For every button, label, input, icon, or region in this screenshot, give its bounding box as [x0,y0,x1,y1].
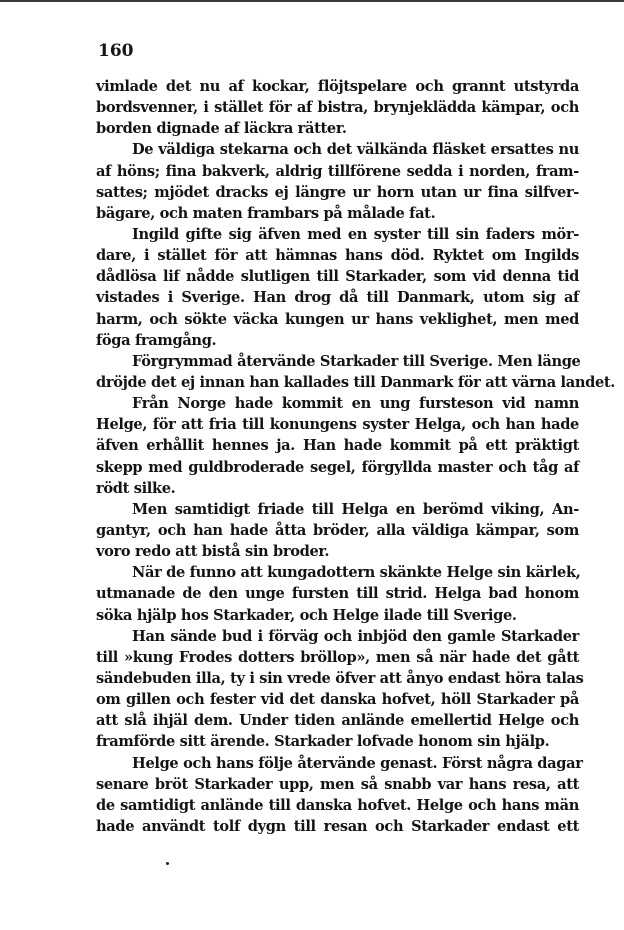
text-line: sattes; mjödet dracks ej längre ur horn utan ur fina silfver- [96,183,579,201]
text-line: till »kung Frodes dotters bröllop», men så när hade det gått [96,648,579,666]
page-number: 160 [98,41,134,61]
text-line: om gillen och fester vid det danska hofvet, höll Starkader på [96,691,579,709]
text-line: Ingild gifte sig äfven med en syster till sin faders mör- [132,225,579,243]
text-line: Förgrymmad återvände Starkader till Sverige. Men länge [132,352,581,370]
text-line: rödt silke. [96,479,176,497]
text-line: sändebuden illa, ty i sin vrede öfver att ånyo endast höra talas [96,669,584,687]
scan-edge [0,0,624,2]
paragraph [96,351,615,393]
paragraph [96,626,584,753]
text-line: att slå ihjäl dem. Under tiden anlände emellertid Helge och [96,712,579,730]
paragraph [96,499,579,562]
text-line: vimlade det nu af kockar, flöjtspelare och grannt utstyrda [96,78,579,95]
text-line: De väldiga stekarna och det välkända fläsket ersattes nu [132,141,579,159]
text-line: skepp med guldbroderade segel, förgyllda master och tåg af [96,458,579,476]
text-line: vistades i Sverige. Han drog då till Danmark, utom sig af [96,289,579,307]
paragraph [96,393,579,499]
text-line: Helge och hans följe återvände genast. Först några dagar [132,754,583,772]
text-line: Helge, för att fria till konungens syster Helga, och han hade [96,416,579,434]
text-line: När de funno att kungadottern skänkte Helge sin kärlek, [132,564,581,582]
text-line: dådlösa lif nådde slutligen till Starkader, som vid denna tid [96,268,579,286]
paragraph [96,139,579,224]
text-line: af höns; fina bakverk, aldrig tillförene sedda i norden, fram- [96,162,579,180]
text-line: Men samtidigt friade till Helga en berömd viking, An- [132,500,579,518]
text-line: bägare, och maten frambars på målade fat. [96,204,436,222]
text-line: bordsvenner, i stället för af bistra, brynjeklädda kämpar, och [96,99,579,117]
paragraph [96,76,579,139]
text-line: dare, i stället för att hämnas hans död. Ryktet om Ingilds [96,247,579,265]
text-line: harm, och sökte väcka kungen ur hans veklighet, men med [96,310,579,328]
text-line: dröjde det ej innan han kallades till Danmark för att värna landet. [96,373,615,391]
text-line: senare bröt Starkader upp, men så snabb var hans resa, att [96,775,579,793]
text-line: Han sände bud i förväg och inbjöd den gamle Starkader [132,627,579,645]
text-line: voro redo att bistå sin broder. [96,543,330,561]
text-line: framförde sitt ärende. Starkader lofvade honom sin hjälp. [96,733,550,751]
text-line: föga framgång. [96,331,217,349]
paragraph [96,562,579,625]
text-line: hade användt tolf dygn till resan och Starkader endast ett [96,817,579,835]
text-line: borden dignade af läckra rätter. [96,120,347,138]
text-line: de samtidigt anlände till danska hofvet. Helge och hans män [96,796,579,814]
paragraph [96,753,583,838]
paragraph [96,224,579,351]
text-line: Från Norge hade kommit en ung fursteson vid namn [132,395,579,413]
text-line: gantyr, och han hade åtta bröder, alla väldiga kämpar, som [96,521,579,539]
body-text [96,76,615,837]
speck [166,862,169,865]
text-line: äfven erhållit hennes ja. Han hade kommit på ett präktigt [96,437,579,455]
text-line: söka hjälp hos Starkader, och Helge ilade till Sverige. [96,606,517,624]
text-line: utmanade de den unge fursten till strid. Helga bad honom [96,585,579,603]
